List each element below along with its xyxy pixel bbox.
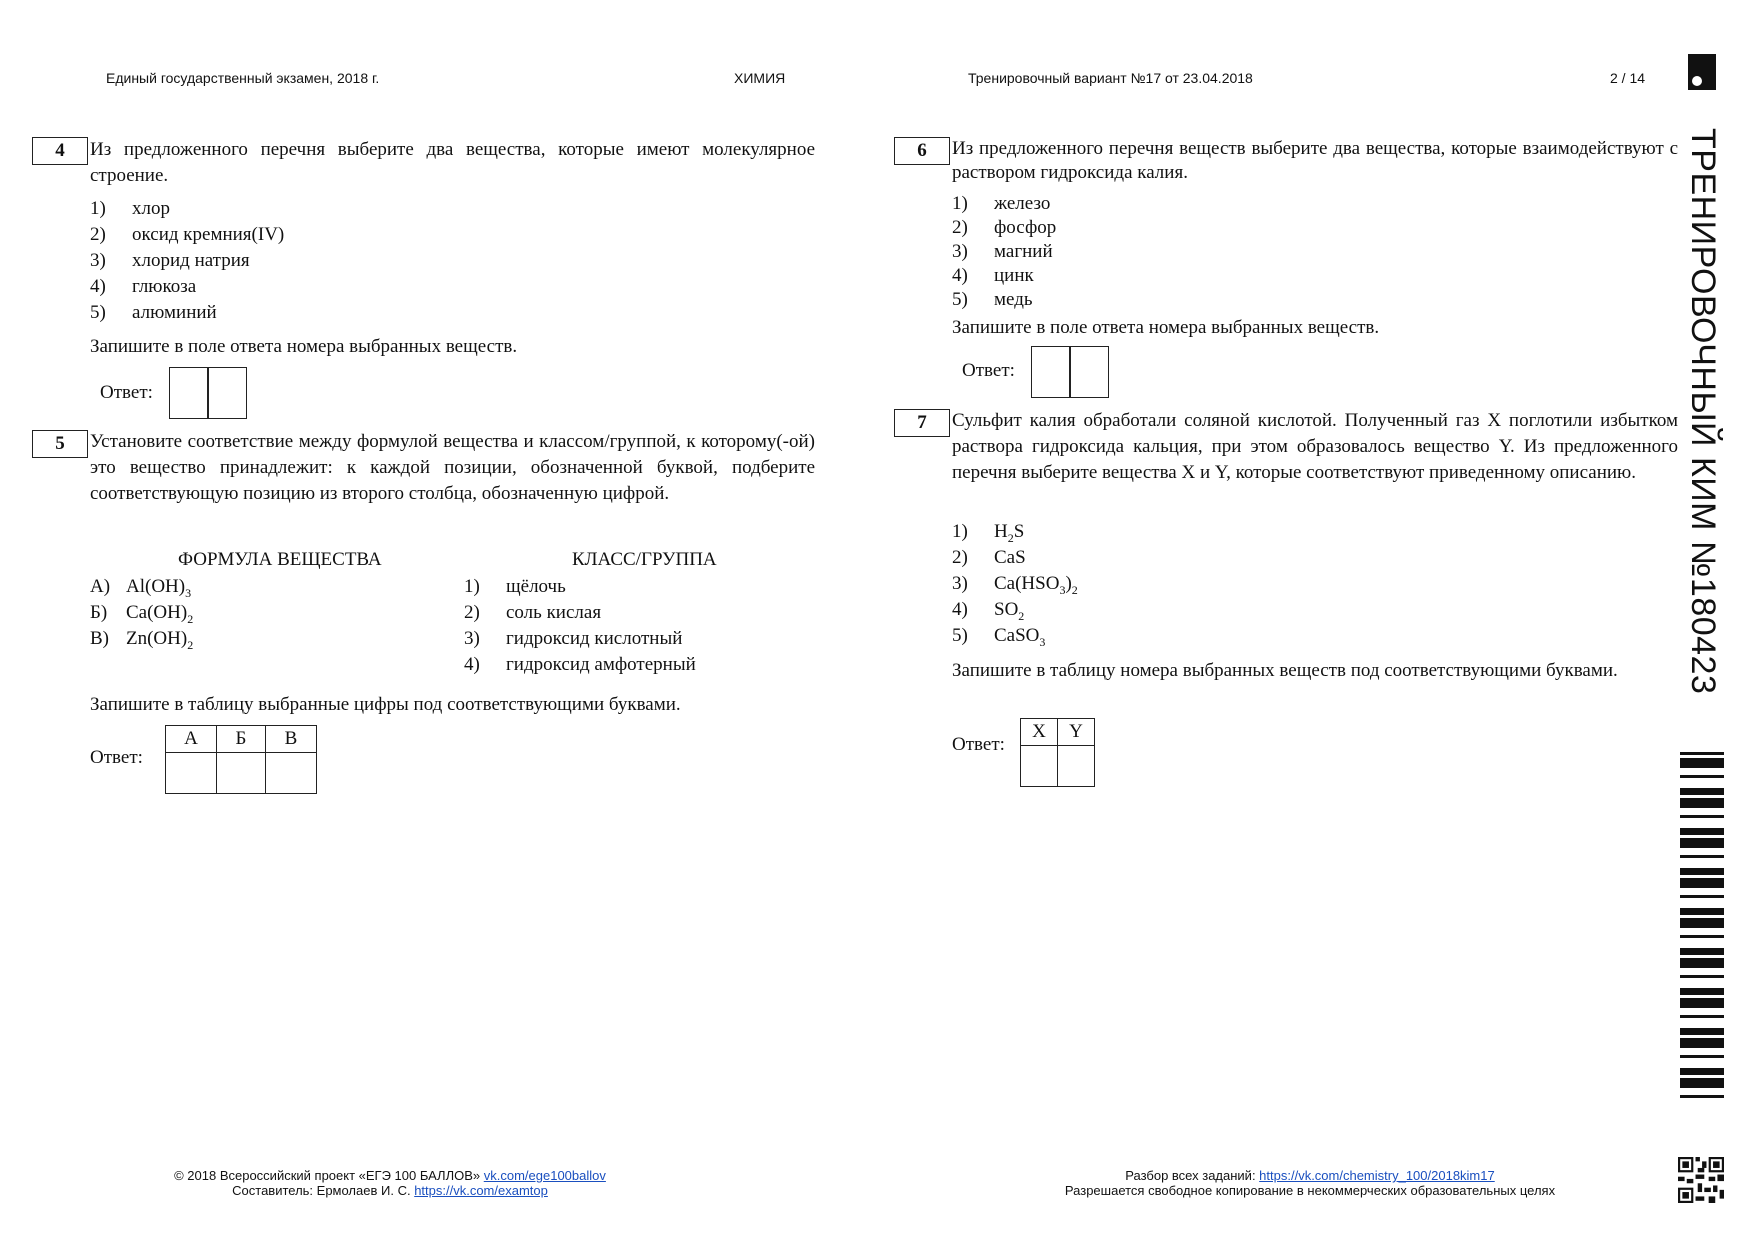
- option-item: 3) магний: [952, 241, 1053, 262]
- formula-item: А) $Al(OH)_3$: [90, 576, 192, 600]
- header-variant: Тренировочный вариант №17 от 23.04.2018: [968, 70, 1253, 86]
- question-6-answer-field[interactable]: [1032, 346, 1109, 398]
- question-5-instruction: Запишите в таблицу выбранные цифры под соответствующими буквами.: [90, 694, 681, 715]
- option-item: 3) $Ca(HSO_3)_2$: [952, 573, 1078, 597]
- corner-marker-icon: [1688, 54, 1716, 90]
- table-header: X: [1021, 719, 1058, 746]
- answer-cell[interactable]: [217, 753, 266, 794]
- question-4-answer-field[interactable]: [170, 367, 247, 419]
- table-header: Y: [1058, 719, 1095, 746]
- answer-cell[interactable]: [266, 753, 317, 794]
- class-item: 4) гидроксид амфотерный: [464, 654, 696, 675]
- question-6-answer-label: Ответ:: [962, 360, 1015, 381]
- option-item: 4) $SO_2$: [952, 599, 1025, 623]
- option-item: 4) глюкоза: [90, 276, 197, 297]
- option-item: 1) железо: [952, 193, 1051, 214]
- question-7-instruction: Запишите в таблицу номера выбранных веществ под соответствующими буквами.: [952, 660, 1618, 681]
- answer-cell[interactable]: [1031, 346, 1071, 398]
- option-item: 3) хлорид натрия: [90, 250, 250, 271]
- option-item: 1) $H_2S$: [952, 521, 1025, 545]
- question-6-instruction: Запишите в поле ответа номера выбранных веществ.: [952, 317, 1380, 338]
- qr-code-icon: [1678, 1157, 1724, 1203]
- option-item: 2) CaS: [952, 547, 1026, 568]
- answer-cell[interactable]: [1069, 346, 1109, 398]
- class-item: 2) соль кислая: [464, 602, 602, 623]
- option-item: 5) CaSO$_3$: [952, 625, 1046, 649]
- formula-item: В) $Zn(OH)_2$: [90, 628, 194, 652]
- option-item: 4) цинк: [952, 265, 1034, 286]
- question-7-answer-label: Ответ:: [952, 734, 1005, 755]
- answer-cell[interactable]: [1058, 746, 1095, 787]
- question-5-class-header: КЛАСС/ГРУППА: [572, 549, 717, 570]
- question-4-number: 4: [32, 137, 88, 165]
- option-item: 5) алюминий: [90, 302, 217, 323]
- question-7-number: 7: [894, 409, 950, 437]
- footer-right: Разбор всех заданий: https://vk.com/chemistry_100/2018kim17 Разрешается свободное копирование в некоммерческих образовательных целях: [1064, 1168, 1556, 1198]
- option-item: 2) фосфор: [952, 217, 1057, 238]
- option-item: 5) медь: [952, 289, 1033, 310]
- table-header: Б: [217, 726, 266, 753]
- answer-cell[interactable]: [1021, 746, 1058, 787]
- class-item: 3) гидроксид кислотный: [464, 628, 683, 649]
- table-header: А: [166, 726, 217, 753]
- question-5-answer-label: Ответ:: [90, 747, 143, 768]
- footer-link-chemistry[interactable]: https://vk.com/chemistry_100/2018kim17: [1259, 1168, 1495, 1183]
- question-5-text: Установите соответствие между формулой вещества и классом/группой, к которому(-ой) это вещество принадлежит: к каждой позиции, обозначенной буквой, подберите соответствующую позицию из второго столбца, обозначенную цифрой.: [90, 431, 815, 504]
- barcode-icon: [1680, 752, 1724, 1100]
- question-6-text: Из предложенного перечня веществ выберите два вещества, которые взаимодействуют с раствором гидроксида калия.: [952, 138, 1678, 183]
- question-5-answer-table[interactable]: [165, 725, 317, 794]
- footer-link-examtop[interactable]: https://vk.com/examtop: [414, 1183, 548, 1198]
- answer-cell[interactable]: [166, 753, 217, 794]
- sidebar-kim-title: ТРЕНИРОВОЧНЫЙ КИМ №180423: [1684, 128, 1722, 695]
- header-subject: ХИМИЯ: [734, 70, 786, 86]
- footer-left: © 2018 Всероссийский проект «ЕГЭ 100 БАЛЛОВ» vk.com/ege100ballov Составитель: Ермолаев И. С. https://vk.com/examtop: [174, 1168, 606, 1198]
- question-4-text: Из предложенного перечня выберите два вещества, которые имеют молекулярное строение.: [90, 139, 815, 186]
- question-7-answer-table[interactable]: [1020, 718, 1095, 787]
- header-exam-title: Единый государственный экзамен, 2018 г.: [106, 70, 380, 86]
- option-item: 1) хлор: [90, 198, 170, 219]
- question-5-formula-header: ФОРМУЛА ВЕЩЕСТВА: [178, 549, 382, 570]
- question-4-instruction: Запишите в поле ответа номера выбранных веществ.: [90, 336, 518, 357]
- header-page-number: 2 / 14: [1610, 70, 1646, 86]
- class-item: 1) щёлочь: [464, 576, 566, 597]
- table-header: В: [266, 726, 317, 753]
- question-4-answer-label: Ответ:: [100, 382, 153, 403]
- formula-item: Б) $Ca(OH)_2$: [90, 602, 194, 626]
- answer-cell[interactable]: [169, 367, 209, 419]
- option-item: 2) оксид кремния(IV): [90, 224, 285, 245]
- question-7-text: Сульфит калия обработали соляной кислотой. Полученный газ X поглотили избытком раствора гидроксида кальция, при этом образовалось вещество Y. Из предложенного перечня выберите вещества X и Y, которые соответствуют приведенному описанию.: [952, 410, 1678, 483]
- question-5-number: 5: [32, 430, 88, 458]
- question-6-number: 6: [894, 137, 950, 165]
- footer-link-vk-ege[interactable]: vk.com/ege100ballov: [483, 1168, 606, 1183]
- answer-cell[interactable]: [207, 367, 247, 419]
